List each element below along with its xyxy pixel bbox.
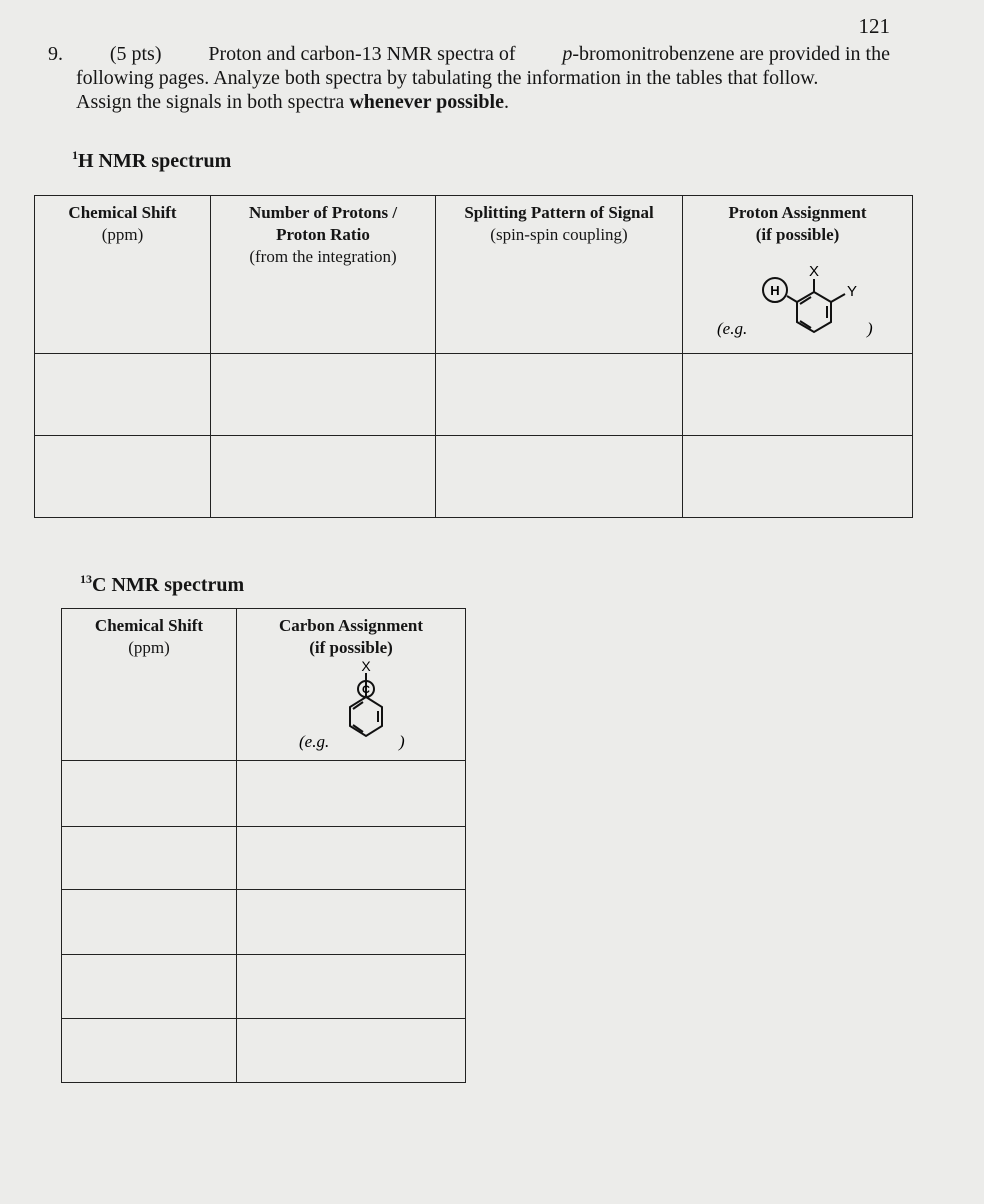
compound-rest: -bromonitrobenzene are provided in the xyxy=(572,43,890,65)
h-cell-assignment[interactable] xyxy=(683,354,913,436)
compound-name xyxy=(562,42,890,66)
question-line3-a: Assign the signals in both spectra xyxy=(76,91,345,113)
h-table-header-row xyxy=(35,196,913,354)
c-cell-assignment[interactable] xyxy=(237,1019,466,1083)
h-table-row xyxy=(35,354,913,436)
h-cell-splitting[interactable] xyxy=(436,436,683,518)
question-number: 9. xyxy=(48,43,63,65)
c-cell-shift[interactable] xyxy=(62,890,237,955)
c-example-x: X xyxy=(361,659,371,674)
c-nmr-heading xyxy=(80,574,244,597)
h-table-row xyxy=(35,436,913,518)
c-example-eg: (e.g. xyxy=(299,732,330,751)
question-line-3 xyxy=(48,90,890,114)
h-nmr-sup: 1 xyxy=(72,148,78,162)
h-nmr-title: H NMR spectrum xyxy=(78,150,232,172)
h-nmr-table xyxy=(34,195,913,518)
h-example-close: ) xyxy=(867,319,873,338)
h-example-molecule xyxy=(687,246,909,346)
page-number: 121 xyxy=(858,14,890,38)
h-cell-protons[interactable] xyxy=(211,436,436,518)
c-cell-assignment[interactable] xyxy=(237,890,466,955)
h-cell-shift[interactable] xyxy=(35,354,211,436)
question-line1-a: Proton and carbon-13 NMR spectra of xyxy=(208,43,516,65)
question-line-1 xyxy=(48,42,890,66)
c-cell-shift[interactable] xyxy=(62,1019,237,1083)
benzene-ring-icon xyxy=(350,673,382,736)
c-cell-assignment[interactable] xyxy=(237,955,466,1019)
question-line3-end: . xyxy=(503,91,509,113)
c-table-header-row xyxy=(62,609,466,761)
c-nmr-sup: 13 xyxy=(80,572,92,586)
h-header-protons: Number of Protons / Proton Ratio (from the integration) xyxy=(211,196,436,354)
c-header-assignment: Carbon Assignment (if possible) (e.g. ) X C xyxy=(237,609,466,761)
c-cell-assignment[interactable] xyxy=(237,761,466,827)
c-cell-shift[interactable] xyxy=(62,955,237,1019)
question-text xyxy=(48,42,890,114)
compound-prefix: p xyxy=(562,43,573,65)
h-cell-protons[interactable] xyxy=(211,354,436,436)
c-header-chemical-shift: Chemical Shift (ppm) xyxy=(62,609,237,761)
c-cell-assignment[interactable] xyxy=(237,827,466,890)
h-header-chemical-shift: Chemical Shift (ppm) xyxy=(35,196,211,354)
c-table-row xyxy=(62,955,466,1019)
c-table-row xyxy=(62,1019,466,1083)
h-example-h: H xyxy=(770,283,780,298)
h-header-splitting: Splitting Pattern of Signal (spin-spin coupling) xyxy=(436,196,683,354)
c-example-c: C xyxy=(362,684,370,696)
question-line3-bold: whenever possible xyxy=(349,91,504,113)
c-example-close: ) xyxy=(399,732,405,751)
c-nmr-title: C NMR spectrum xyxy=(92,574,245,596)
h-nmr-heading xyxy=(72,150,231,173)
c-cell-shift[interactable] xyxy=(62,827,237,890)
c-example-molecule xyxy=(241,659,461,755)
c-cell-shift[interactable] xyxy=(62,761,237,827)
h-example-x: X xyxy=(808,263,820,280)
question-line-2: following pages. Analyze both spectra by tabulating the information in the tables that follow. xyxy=(76,67,819,89)
h-header-assignment: Proton Assignment (if possible) (e.g. ) X Y H xyxy=(683,196,913,354)
h-cell-assignment[interactable] xyxy=(683,436,913,518)
c-table-row xyxy=(62,761,466,827)
c-table-row xyxy=(62,827,466,890)
c-table-row xyxy=(62,890,466,955)
c-nmr-table xyxy=(61,608,466,1083)
h-cell-splitting[interactable] xyxy=(436,354,683,436)
h-example-eg: (e.g. xyxy=(717,319,748,338)
h-cell-shift[interactable] xyxy=(35,436,211,518)
h-example-y: Y xyxy=(846,283,858,300)
question-points: (5 pts) xyxy=(109,43,162,65)
